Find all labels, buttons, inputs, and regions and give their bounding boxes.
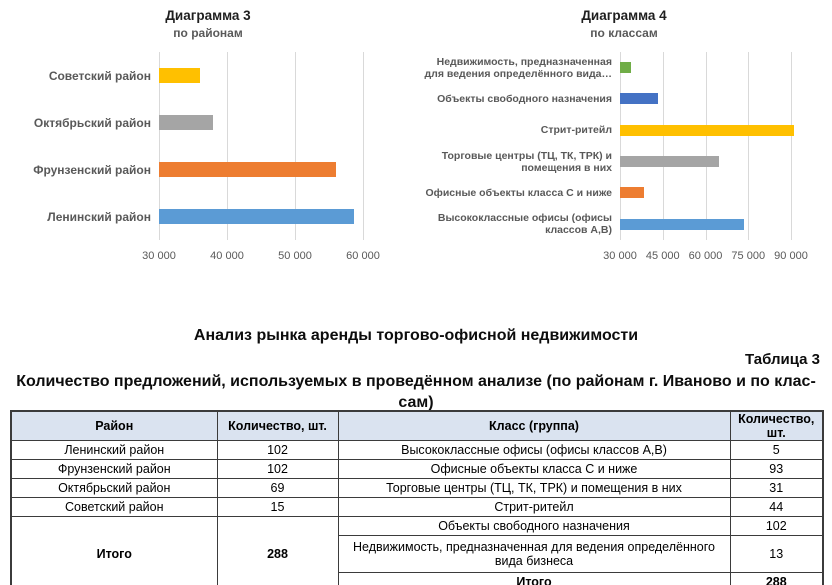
district-count: 15	[217, 498, 338, 517]
table-3	[10, 410, 824, 585]
plot-area	[9, 52, 416, 262]
bar-row	[159, 99, 372, 146]
chart-title: Диаграмма 4	[581, 8, 667, 23]
category-label: Высококлассные офисы (офисы классов А,В)	[437, 212, 612, 237]
class-name: Стрит-ритейл	[338, 498, 730, 517]
category-axis	[9, 52, 159, 240]
bar-row	[620, 177, 798, 208]
chart-subtitle: по районам	[173, 26, 243, 40]
category-label: Объекты свободного назначения	[437, 92, 612, 105]
table-caption-line-1: Количество предложений, используемых в проведённом анализе (по районам г. Иваново и по клас-	[16, 373, 816, 390]
class-count: 44	[730, 498, 823, 517]
table-row	[11, 517, 823, 536]
bar-row	[620, 52, 798, 83]
category-label: Стрит-ритейл	[540, 124, 612, 137]
bar	[620, 62, 631, 73]
class-name: Недвижимость, предназначенная для ведения определённого вида бизнеса	[338, 536, 730, 573]
bar-row	[159, 193, 372, 240]
x-axis-tick-label: 30 000	[142, 250, 176, 262]
header-district: Район	[11, 411, 217, 441]
district-name: Октябрьский район	[11, 479, 217, 498]
report-title: Анализ рынка аренды торгово-офисной недвижимости	[193, 327, 639, 344]
x-axis-tick-label: 30 000	[603, 250, 637, 262]
x-axis-tick-label: 90 000	[774, 250, 808, 262]
districts-total-label: Итого	[11, 517, 217, 585]
category-label: Ленинский район	[47, 209, 151, 224]
class-count: 102	[730, 517, 823, 536]
x-axis-tick-label: 60 000	[346, 250, 380, 262]
bars-area	[603, 52, 808, 262]
class-name: Объекты свободного назначения	[338, 517, 730, 536]
bar-row	[620, 83, 798, 114]
header-count-classes: Количество, шт.	[730, 411, 823, 441]
chart-subtitle: по классам	[590, 26, 658, 40]
table-row	[11, 479, 823, 498]
category-label: Фрунзенский район	[33, 162, 151, 177]
bar	[620, 156, 719, 167]
bar	[159, 68, 200, 83]
bar-row	[159, 52, 372, 99]
classes-total-value: 288	[730, 573, 823, 585]
bar-row	[620, 209, 798, 240]
category-label: Советский район	[48, 68, 151, 83]
x-axis-tick-label: 50 000	[278, 250, 312, 262]
plot-area	[424, 52, 832, 262]
bar	[620, 187, 644, 198]
class-count: 5	[730, 441, 823, 460]
table-row	[11, 441, 823, 460]
bar	[620, 93, 658, 104]
class-count: 13	[730, 536, 823, 573]
class-count: 93	[730, 460, 823, 479]
table-label: Таблица 3	[744, 351, 820, 368]
diagram-3-chart	[0, 0, 416, 300]
table-row	[11, 498, 823, 517]
table-caption	[0, 371, 832, 413]
class-name: Высококлассные офисы (офисы классов А,В)	[338, 441, 730, 460]
bar	[159, 115, 213, 130]
x-axis-tick-label: 45 000	[645, 250, 680, 262]
category-label: Октябрьский район	[33, 115, 151, 130]
district-count: 102	[217, 460, 338, 479]
class-name: Торговые центры (ТЦ, ТК, ТРК) и помещения в них	[338, 479, 730, 498]
diagram-4-chart	[416, 0, 832, 300]
classes-total-label: Итого	[338, 573, 730, 585]
class-name: Офисные объекты класса С и ниже	[338, 460, 730, 479]
category-label: Торговые центры (ТЦ, ТК, ТРК) и помещения в них	[441, 149, 612, 174]
district-name: Ленинский район	[11, 441, 217, 460]
x-axis-tick-label: 40 000	[210, 250, 244, 262]
category-label: Недвижимость, предназначенная для ведения определённого вида…	[424, 55, 612, 80]
bar-row	[159, 146, 372, 193]
header-count-districts: Количество, шт.	[217, 411, 338, 441]
bar	[159, 209, 354, 224]
chart-title: Диаграмма 3	[165, 8, 251, 23]
bar-row	[620, 146, 798, 177]
table-header-row	[11, 411, 823, 441]
bars-area	[142, 52, 380, 262]
header-class: Класс (группа)	[338, 411, 730, 441]
districts-total-value: 288	[217, 517, 338, 585]
district-name: Фрунзенский район	[11, 460, 217, 479]
bar	[620, 219, 744, 230]
category-label: Офисные объекты класса С и ниже	[425, 186, 612, 199]
table-row	[11, 460, 823, 479]
bar	[159, 162, 336, 177]
bar	[620, 125, 794, 136]
x-axis-tick-label: 75 000	[731, 250, 766, 262]
class-count: 31	[730, 479, 823, 498]
district-count: 69	[217, 479, 338, 498]
district-count: 102	[217, 441, 338, 460]
category-axis	[424, 52, 620, 240]
bar-row	[620, 115, 798, 146]
table-caption-line-2: сам)	[398, 394, 434, 411]
x-axis-tick-label: 60 000	[688, 250, 723, 262]
district-name: Советский район	[11, 498, 217, 517]
